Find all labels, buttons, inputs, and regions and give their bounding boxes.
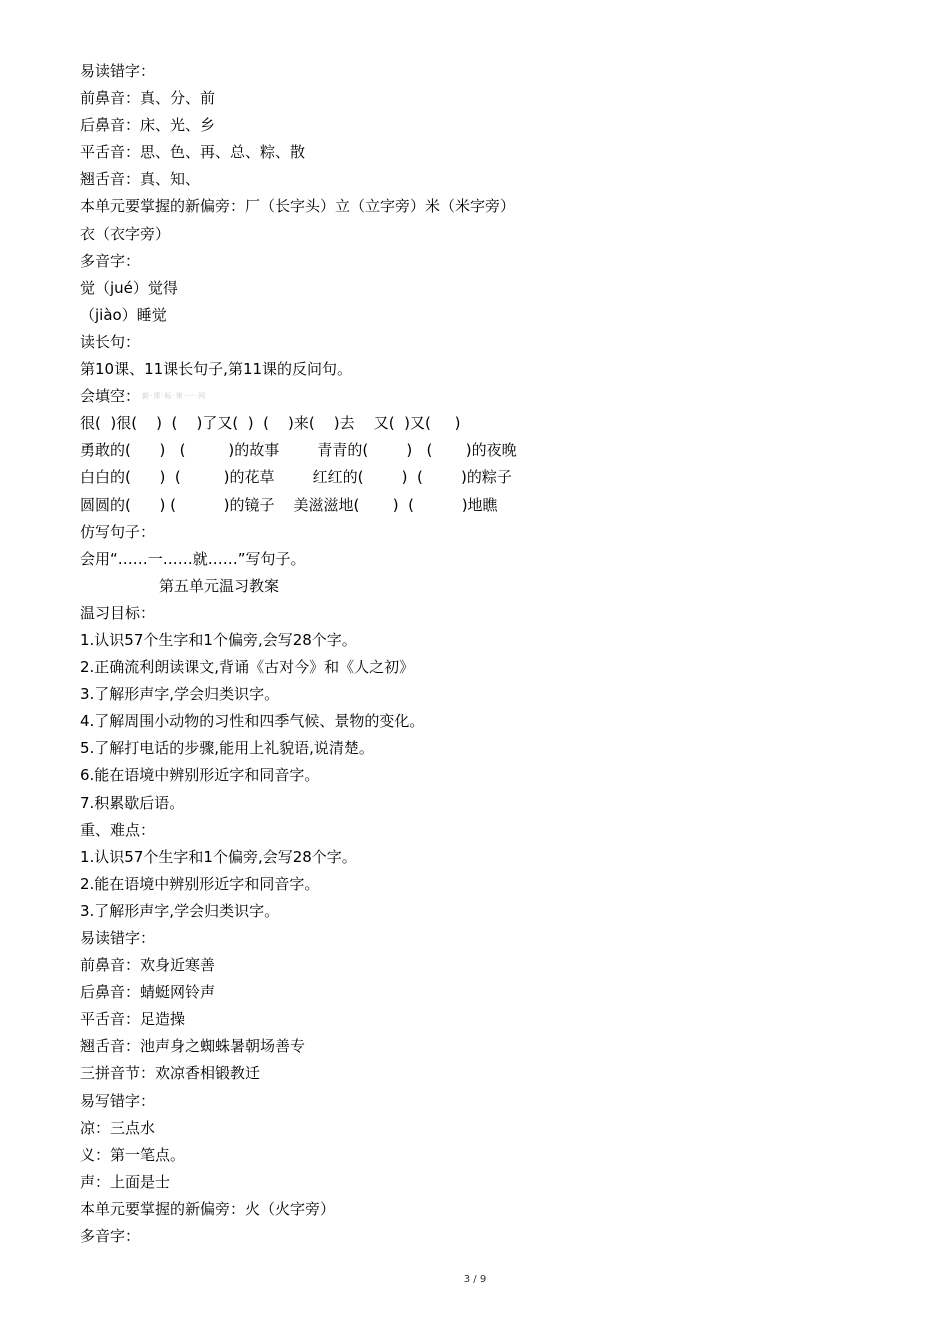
text-line: 平舌音：思、色、再、总、粽、散 <box>80 143 306 162</box>
text-line: 3.了解形声字,学会归类识字。 <box>80 685 280 704</box>
text-line: 前鼻音：欢身近寒善 <box>80 956 216 975</box>
fill-blank-label: 会填空： <box>80 387 141 406</box>
text-line: 第10课、11课长句子,第11课的反问句。 <box>80 360 353 379</box>
page-number: 3 / 9 <box>463 1274 487 1285</box>
document-body <box>80 58 880 1250</box>
text-line: 本单元要掌握的新偏旁：火（火字旁） <box>80 1199 336 1218</box>
section-title: 第五单元温习教案 <box>159 576 280 595</box>
text-line: 凉：三点水 <box>80 1118 156 1137</box>
fill-blank-heading <box>80 383 880 410</box>
watermark-text: 新·课·标·第·一·网 <box>142 392 207 401</box>
fill-blank-line: 白白的( ) ( )的花草 红红的( ) ( )的粽子 <box>80 468 512 487</box>
text-line: 觉（jué）觉得 <box>80 278 178 297</box>
sentence-practice <box>80 519 880 573</box>
text-line: 翘舌音：池声身之蜘蛛暑朝场善专 <box>80 1037 306 1056</box>
text-line: 7.积累歇后语。 <box>80 793 185 812</box>
text-line: 6.能在语境中辨别形近字和同音字。 <box>80 766 320 785</box>
text-line: 衣（衣字旁） <box>80 224 171 243</box>
text-line: 易读错字： <box>80 62 156 80</box>
text-line: 1.认识57个生字和1个偏旁,会写28个字。 <box>80 630 357 649</box>
text-line: 多音字： <box>80 251 141 270</box>
text-line: 三拼音节：欢凉香相锻教迁 <box>80 1064 261 1083</box>
text-line: 多音字： <box>80 1227 141 1246</box>
text-line: 易写错字： <box>80 1091 156 1110</box>
text-line: 3.了解形声字,学会归类识字。 <box>80 901 280 920</box>
text-line: 温习目标： <box>80 603 156 622</box>
text-line: 平舌音：足造操 <box>80 1010 186 1029</box>
text-line: 读长句： <box>80 332 141 351</box>
text-line: 4.了解周围小动物的习性和四季气候、景物的变化。 <box>80 712 425 731</box>
unit-five-plan <box>80 600 880 1250</box>
fill-blank-line: 圆圆的( ) ( )的镜子 美滋滋地( ) ( )地瞧 <box>80 495 498 514</box>
text-line: 本单元要掌握的新偏旁：厂（长字头）立（立字旁）米（米字旁） <box>80 197 516 216</box>
fill-blank-line: 勇敢的( ) ( )的故事 青青的( ) ( )的夜晚 <box>80 441 517 460</box>
text-line: 仿写句子： <box>80 522 156 541</box>
fill-blank-line: 很( )很( ) ( )了又( ) ( )来( )去 又( )又( ) <box>80 414 461 433</box>
text-line: 后鼻音：床、光、乡 <box>80 116 216 135</box>
text-line: 声：上面是士 <box>80 1172 171 1191</box>
text-line: 1.认识57个生字和1个偏旁,会写28个字。 <box>80 847 357 866</box>
text-line: 5.了解打电话的步骤,能用上礼貌语,说清楚。 <box>80 739 374 758</box>
text-line: 后鼻音：蜻蜓网铃声 <box>80 983 216 1002</box>
unit-four-notes <box>80 58 880 383</box>
fill-blank-exercises <box>80 410 880 518</box>
text-line: 会用“……一……就……”写句子。 <box>80 549 306 568</box>
text-line: 2.能在语境中辨别形近字和同音字。 <box>80 874 320 893</box>
text-line: 义：第一笔点。 <box>80 1145 186 1164</box>
text-line: 易读错字： <box>80 929 156 947</box>
text-line: （jiào）睡觉 <box>80 305 167 324</box>
text-line: 前鼻音：真、分、前 <box>80 89 216 108</box>
text-line: 2.正确流利朗读课文,背诵《古对今》和《人之初》 <box>80 658 415 677</box>
text-line: 重、难点： <box>80 820 156 839</box>
text-line: 翘舌音：真、知、 <box>80 170 201 189</box>
